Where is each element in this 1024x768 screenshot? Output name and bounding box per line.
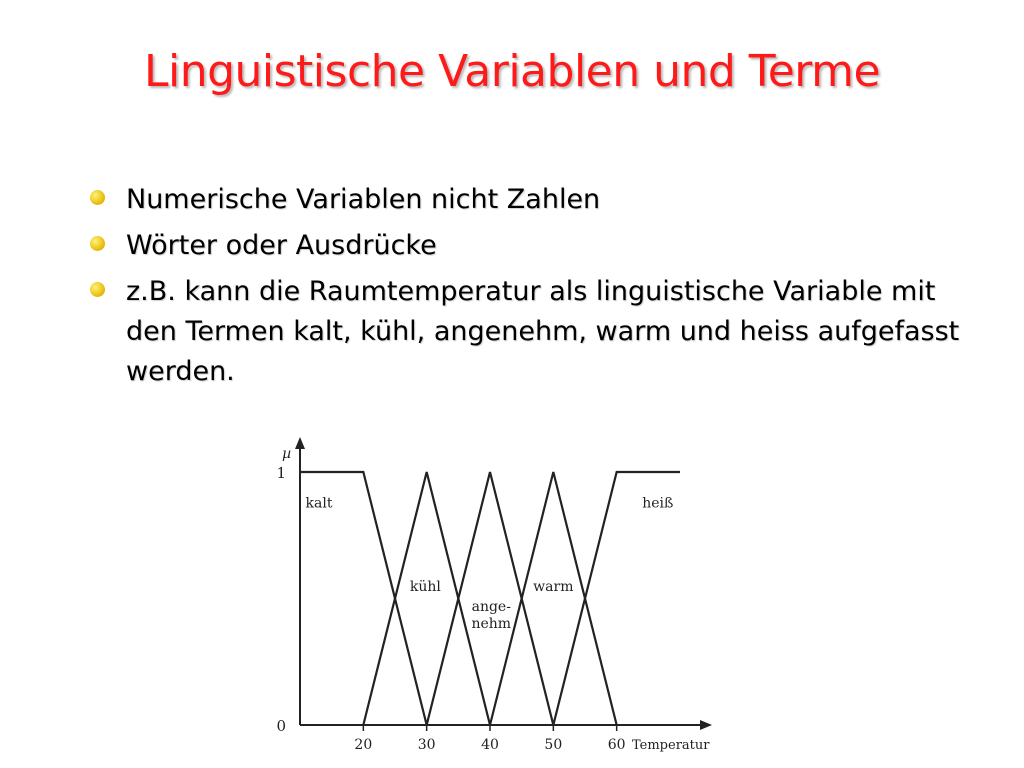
bullet-text: Wörter oder Ausdrücke [126,230,437,261]
series-label: ange-nehm [471,599,512,633]
series-label: kalt [305,495,333,512]
x-axis-arrow-icon [700,720,712,730]
x-tick-label: 60 [607,737,626,753]
y-tick-label: 1 [276,464,286,482]
x-tick-label: 40 [481,737,499,753]
x-axis-label: Temperatur [632,738,710,753]
y-axis-label: µ [282,446,292,462]
x-tick-label: 50 [544,737,563,753]
series-label: heiß [642,495,674,512]
bullet-text: z.B. kann die Raumtemperatur als linguistische Variable mit den Termen kalt, kühl, angenehm, warm und heiss aufgefasst werden. [126,276,960,387]
series-label: warm [533,578,574,595]
bullet-text: Numerische Variablen nicht Zahlen [126,184,601,215]
series-label: kühl [409,578,441,595]
x-tick-label: 20 [354,737,373,753]
y-axis-arrow-icon [295,437,305,449]
slide-title: Linguistische Variablen und Terme [143,46,881,97]
y-tick-label: 0 [276,717,286,735]
x-tick-label: 30 [417,737,436,753]
